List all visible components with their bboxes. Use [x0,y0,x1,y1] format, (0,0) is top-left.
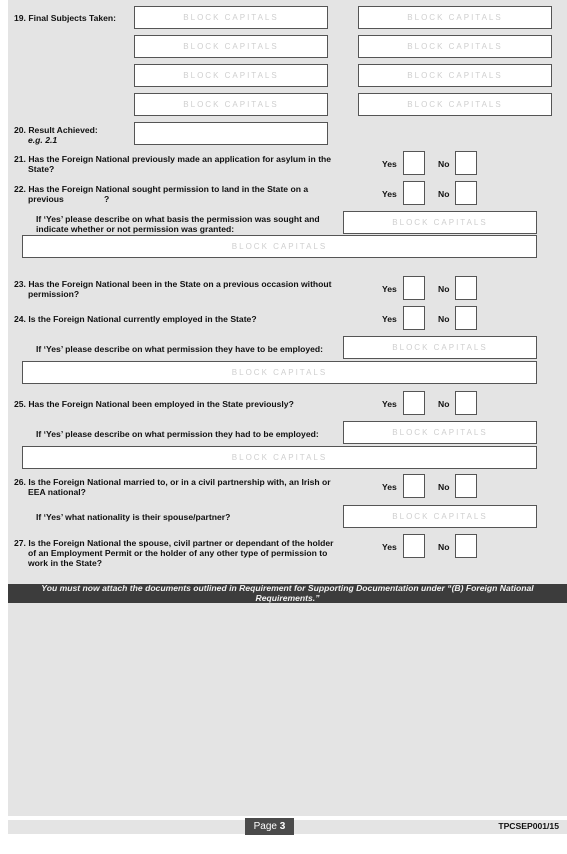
q20-example: e.g. 2.1 [28,135,58,145]
q21-yes-checkbox[interactable] [403,151,425,175]
q24-no-label: No [438,314,450,324]
q26-sub: If ‘Yes’ what nationality is their spouse/partner? [36,512,231,522]
q25-no-label: No [438,399,450,409]
banner-line1: You must now attach the documents outlined in Requirement for Supporting Documentation under “(B) Foreign National [41,583,534,593]
q26-nationality-field[interactable]: BLOCK CAPITALS [343,505,537,528]
q24-line1: 24. Is the Foreign National currently employed in the State? [14,314,257,324]
q27-no-label: No [438,542,450,552]
page-number-box [245,818,294,835]
q22-no-label: No [438,189,450,199]
q24-yes-label: Yes [382,314,397,324]
q22-basis-field[interactable]: BLOCK CAPITALS [343,211,537,234]
q22-yes-checkbox[interactable] [403,181,425,205]
q21-line2: State? [28,164,55,174]
q27-line2: of an Employment Permit or the holder of any other type of permission to [28,548,328,558]
q27-line1: 27. Is the Foreign National the spouse, civil partner or dependant of the holder [14,538,334,548]
q23-no-label: No [438,284,450,294]
q25-permission-field[interactable]: BLOCK CAPITALS [343,421,537,444]
q22-line2-end: ? [104,194,110,204]
q20-result-field[interactable] [134,122,328,145]
q27-no-checkbox[interactable] [455,534,477,558]
q21-line1: 21. Has the Foreign National previously made an application for asylum in the [14,154,332,164]
q19-subject-field-1[interactable]: BLOCK CAPITALS [134,6,328,29]
q23-line2: permission? [28,289,80,299]
q19-subject-field-2[interactable]: BLOCK CAPITALS [358,6,552,29]
q24-details-field[interactable]: BLOCK CAPITALS [22,361,537,384]
q22-yes-label: Yes [382,189,397,199]
q24-yes-checkbox[interactable] [403,306,425,330]
q24-no-checkbox[interactable] [455,306,477,330]
q26-yes-label: Yes [382,482,397,492]
q19-label: 19. Final Subjects Taken: [14,13,117,23]
q27-yes-checkbox[interactable] [403,534,425,558]
q24-permission-field[interactable]: BLOCK CAPITALS [343,336,537,359]
q26-no-label: No [438,482,450,492]
page-number: 3 [279,821,286,832]
q25-details-field[interactable]: BLOCK CAPITALS [22,446,537,469]
q22-line2: previous [28,194,64,204]
q20-label: 20. Result Achieved: [14,125,98,135]
q23-no-checkbox[interactable] [455,276,477,300]
q19-subject-field-8[interactable]: BLOCK CAPITALS [358,93,552,116]
supporting-documents-banner [8,584,567,603]
q26-yes-checkbox[interactable] [403,474,425,498]
q19-subject-field-7[interactable]: BLOCK CAPITALS [134,93,328,116]
q22-no-checkbox[interactable] [455,181,477,205]
q25-line1: 25. Has the Foreign National been employed in the State previously? [14,399,294,409]
q22-sub-line2: indicate whether or not permission was granted: [36,224,235,234]
form-reference: TPCSEP001/15 [498,821,559,831]
q25-sub: If ‘Yes’ please describe on what permission they had to be employed: [36,429,319,439]
q26-no-checkbox[interactable] [455,474,477,498]
q22-line1: 22. Has the Foreign National sought permission to land in the State on a [14,184,309,194]
q24-sub: If ‘Yes’ please describe on what permission they have to be employed: [36,344,324,354]
q27-yes-label: Yes [382,542,397,552]
page-word: Page [253,821,277,832]
q19-subject-field-5[interactable]: BLOCK CAPITALS [134,64,328,87]
q25-yes-label: Yes [382,399,397,409]
q23-yes-label: Yes [382,284,397,294]
q23-yes-checkbox[interactable] [403,276,425,300]
banner-line2: Requirements.” [255,592,320,603]
q23-line1: 23. Has the Foreign National been in the State on a previous occasion without [14,279,332,289]
q19-subject-field-3[interactable]: BLOCK CAPITALS [134,35,328,58]
q19-subject-field-4[interactable]: BLOCK CAPITALS [358,35,552,58]
q19-subject-field-6[interactable]: BLOCK CAPITALS [358,64,552,87]
q26-line1: 26. Is the Foreign National married to, or in a civil partnership with, an Irish or [14,477,331,487]
q26-line2: EEA national? [28,487,86,497]
q22-details-field[interactable]: BLOCK CAPITALS [22,235,537,258]
q22-sub-line1: If ‘Yes’ please describe on what basis the permission was sought and [36,214,320,224]
q21-yes-label: Yes [382,159,397,169]
q27-line3: work in the State? [28,558,103,568]
q25-yes-checkbox[interactable] [403,391,425,415]
q25-no-checkbox[interactable] [455,391,477,415]
q21-no-label: No [438,159,450,169]
q21-no-checkbox[interactable] [455,151,477,175]
